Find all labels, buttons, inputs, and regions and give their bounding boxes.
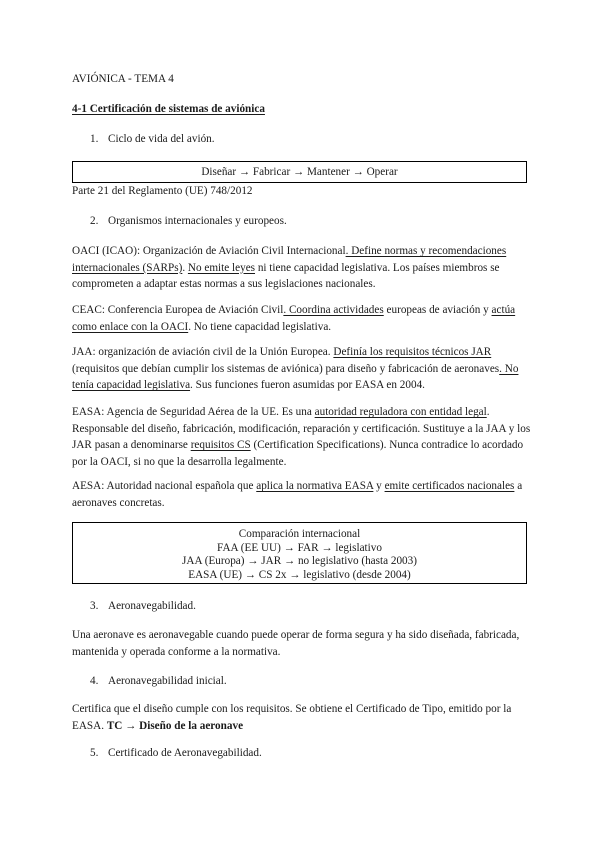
list-item-number: 3. — [90, 600, 99, 612]
section-heading: 4-1 Certificación de sistemas de aviónica — [72, 103, 265, 115]
comparison-line-easa: EASA (UE) → CS 2x → legislativo (desde 2004) — [188, 568, 411, 581]
regulation-note: Parte 21 del Reglamento (UE) 748/2012 — [72, 185, 253, 197]
easa-paragraph: EASA: Agencia de Seguridad Aérea de la UE. Es una autoridad reguladora con entidad legal. Responsable del diseño, fabricación, modificación, reparación y certificación. Sustituye a la JAA y los JAR pasan a denominarse requisitos CS (Certification Specifications). Nunca contradice lo acordado por la OACI, si no que la desarrolla legalmente. — [72, 406, 531, 468]
lifecycle-box — [72, 161, 527, 183]
list-item-text: Ciclo de vida del avión. — [108, 133, 215, 145]
list-item-number: 1. — [90, 133, 99, 145]
comparison-box — [72, 522, 527, 584]
initial-airworthiness-paragraph: Certifica que el diseño cumple con los requisitos. Se obtiene el Certificado de Tipo, emitido por la EASA. TC → Diseño de la aeronave — [72, 703, 512, 732]
aesa-paragraph: AESA: Autoridad nacional española que aplica la normativa EASA y emite certificados nacionales a aeronaves concretas. — [72, 480, 523, 509]
comparison-line-faa: FAA (EE UU) → FAR → legislativo — [217, 541, 382, 554]
ceac-paragraph: CEAC: Conferencia Europea de Aviación Civil. Coordina actividades europeas de aviación y actúa como enlace con la OACI. No tiene capacidad legislativa. — [72, 304, 516, 333]
list-item-text: Aeronavegabilidad inicial. — [108, 675, 227, 687]
comparison-title: Comparación internacional — [238, 528, 361, 540]
list-item-text: Certificado de Aeronavegabilidad. — [108, 747, 262, 759]
oaci-paragraph: OACI (ICAO): Organización de Aviación Civil Internacional. Define normas y recomendaciones internacionales (SARPs). No emite leyes ni tiene capacidad legislativa. Los países miembros se comprometen a adaptar estas normas a sus legislaciones nacionales. — [72, 245, 507, 290]
lifecycle-text: Diseñar → Fabricar → Mantener → Operar — [201, 166, 398, 178]
list-item-text: Organismos internacionales y europeos. — [108, 215, 287, 227]
list-item-number: 4. — [90, 675, 99, 687]
list-item-number: 5. — [90, 747, 99, 759]
comparison-line-jaa: JAA (Europa) → JAR → no legislativo (hasta 2003) — [182, 555, 417, 568]
airworthiness-paragraph: Una aeronave es aeronavegable cuando puede operar de forma segura y ha sido diseñada, fabricada, mantenida y operada conforme a la normativa. — [72, 629, 520, 658]
document-title: AVIÓNICA - TEMA 4 — [72, 73, 174, 85]
list-item-number: 2. — [90, 215, 99, 227]
jaa-paragraph: JAA: organización de aviación civil de la Unión Europea. Definía los requisitos técnicos JAR (requisitos que debían cumplir los sistemas de aviónica) para diseño y fabricación de aeronaves. No tenía capacidad legislativa. Sus funciones fueron asumidas por EASA en 2004. — [72, 346, 519, 391]
list-item-text: Aeronavegabilidad. — [108, 600, 196, 612]
